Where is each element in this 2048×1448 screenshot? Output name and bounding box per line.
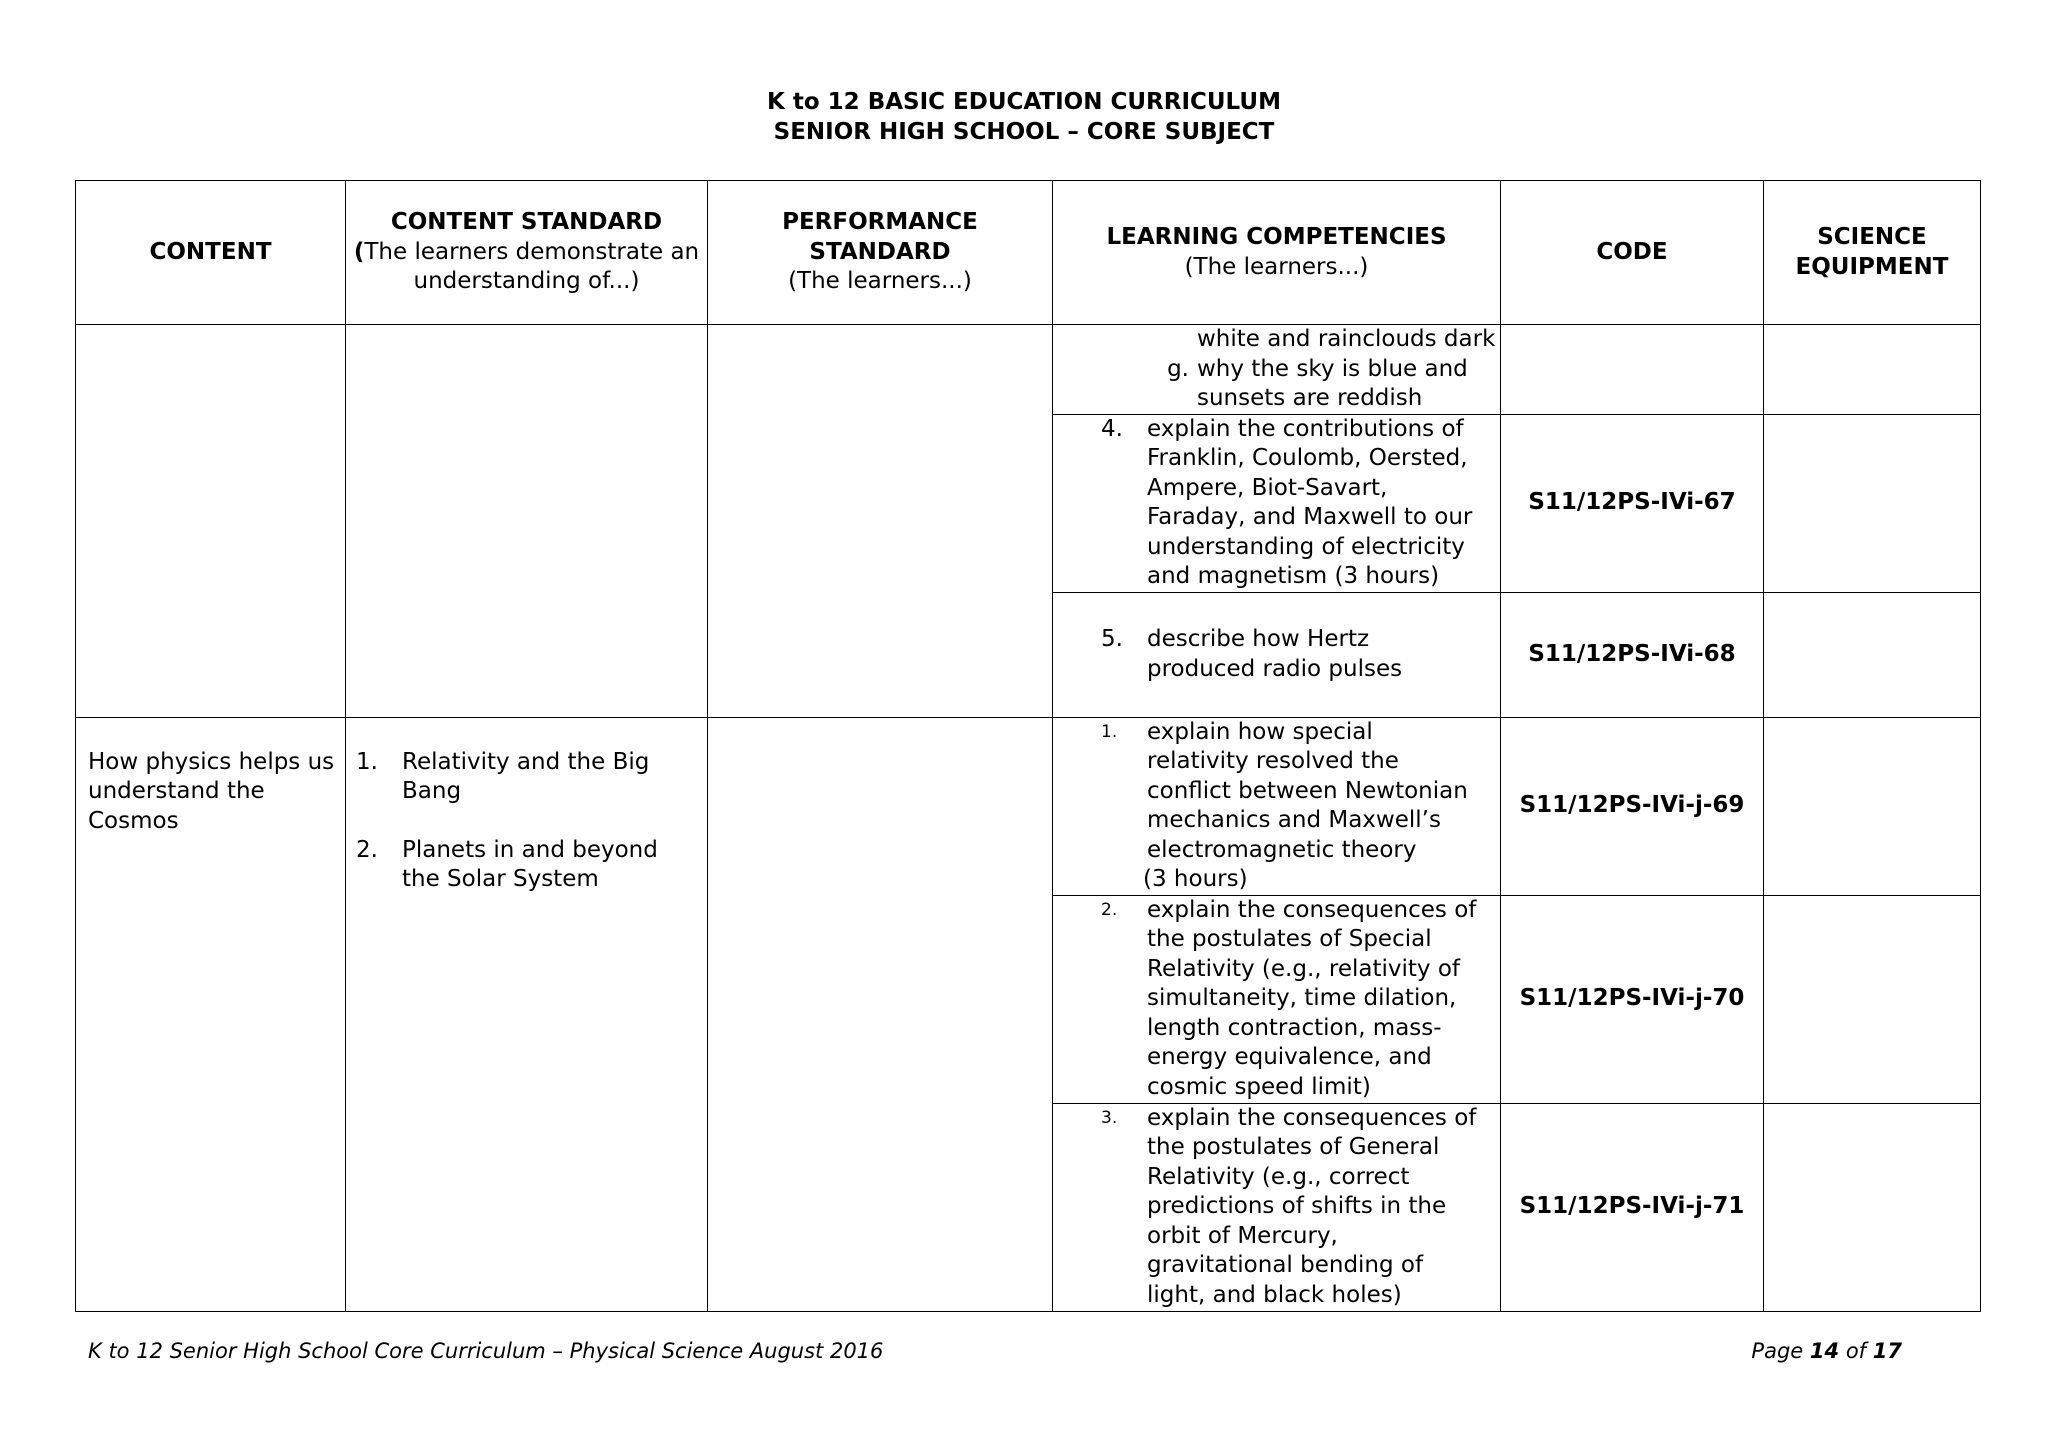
table-header-row (76, 181, 1981, 325)
col-header-performance-standard: PERFORMANCE STANDARD (The learners...) (708, 181, 1053, 325)
content-standard-cell-empty (346, 325, 708, 718)
equipment-cell (1764, 414, 1981, 592)
content-cell (76, 717, 346, 1311)
table-row (76, 325, 1981, 415)
document-subtitle: SENIOR HIGH SCHOOL – CORE SUBJECT (773, 119, 1275, 145)
competency-cell (1053, 592, 1501, 717)
col-header-science-equipment: SCIENCE EQUIPMENT (1764, 181, 1981, 325)
competency-sub-text: why the sky is blue and sunsets are reddish (1197, 355, 1468, 411)
equipment-cell (1764, 325, 1981, 415)
table-row (76, 717, 1981, 895)
equipment-cell (1764, 895, 1981, 1103)
competency-sub-letter: g. (1167, 355, 1189, 382)
competency-number: 1. (1101, 721, 1118, 742)
competency-text: explain the consequences of the postulates of General Relativity (e.g., correct predictions of shifts in the orbit of Mercury, gravitational bending of light, and black holes) (1147, 1104, 1477, 1308)
competency-number: 3. (1101, 1107, 1118, 1128)
col-header-learning-competencies: LEARNING COMPETENCIES (The learners...) (1053, 181, 1501, 325)
competency-text: explain how special relativity resolved the conflict between Newtonian mechanics and Maxwell’s electromagnetic theory (3 hours) (1143, 718, 1468, 892)
competency-code: S11/12PS-IVi-67 (1501, 414, 1764, 592)
competency-cell (1053, 895, 1501, 1103)
document-title: K to 12 BASIC EDUCATION CURRICULUM (767, 89, 1281, 115)
list-item: 2. Planets in and beyond the Solar System (356, 836, 658, 892)
content-standard-cell (346, 717, 708, 1311)
competency-cell (1053, 414, 1501, 592)
col-header-content: CONTENT (76, 181, 346, 325)
competency-code: S11/12PS-IVi-j-69 (1501, 717, 1764, 895)
competency-cell (1053, 717, 1501, 895)
competency-number: 4. (1101, 415, 1123, 442)
competency-cell (1053, 1103, 1501, 1311)
performance-standard-cell-empty (708, 325, 1053, 718)
performance-standard-cell-empty (708, 717, 1053, 1311)
competency-text: explain the consequences of the postulates of Special Relativity (e.g., relativity of simultaneity, time dilation, length contraction, mass-energy equivalence, and cosmic speed limit) (1147, 896, 1477, 1100)
content-topic: How physics helps us understand the Cosmos (88, 748, 335, 834)
col-header-content-standard: CONTENT STANDARD (The learners demonstrate an understanding of...) (346, 181, 708, 325)
list-item: 1. Relativity and the Big Bang (356, 748, 650, 804)
competency-number: 5. (1101, 626, 1123, 652)
competency-code: S11/12PS-IVi-68 (1501, 592, 1764, 717)
page-number: Page 14 of 17 (1751, 1339, 1902, 1363)
equipment-cell (1764, 1103, 1981, 1311)
competency-code: S11/12PS-IVi-j-71 (1501, 1103, 1764, 1311)
competency-continued-line: white and rainclouds dark (1197, 326, 1496, 352)
content-cell-empty (76, 325, 346, 718)
curriculum-table (75, 180, 1981, 1312)
equipment-cell (1764, 717, 1981, 895)
equipment-cell (1764, 592, 1981, 717)
competency-hours: (3 hours) (1143, 866, 1248, 892)
footer-left: K to 12 Senior High School Core Curriculum – Physical Science August 2016 (88, 1339, 884, 1363)
code-cell-empty (1501, 325, 1764, 415)
competency-number: 2. (1101, 899, 1118, 920)
competency-cell-continued (1053, 325, 1501, 415)
col-header-code: CODE (1501, 181, 1764, 325)
competency-text: describe how Hertz produced radio pulses (1147, 626, 1403, 682)
competency-code: S11/12PS-IVi-j-70 (1501, 895, 1764, 1103)
competency-text: explain the contributions of Franklin, Coulomb, Oersted, Ampere, Biot-Savart, Faraday, and Maxwell to our understanding of electricity and magnetism (3 hours) (1147, 415, 1473, 589)
